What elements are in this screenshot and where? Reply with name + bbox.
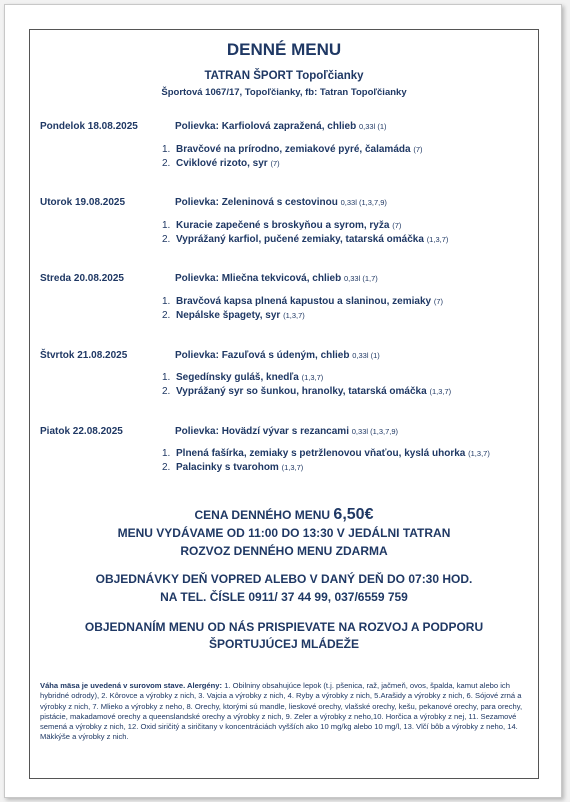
dish-allergens: (1,3,7) [301,373,324,382]
day-label: Streda 20.08.2025 [40,273,124,284]
dish-name: Kuracie zapečené s broskyňou a syrom, ryža [176,220,390,231]
dish-number: 2. [162,158,171,169]
dish-item [162,372,323,383]
dish-number: 1. [162,296,171,307]
dish-item [162,310,305,321]
dish-number: 1. [162,220,171,231]
delivery-note: ROZVOZ DENNÉHO MENU ZDARMA [180,544,388,558]
dish-item [162,144,423,155]
dish-number: 1. [162,144,171,155]
soup-allergens: 0,33l (1,3,7,9) [340,198,387,207]
dish-item [162,296,443,307]
soup-allergens: 0,33l (1,3,7,9) [351,427,399,436]
support-note: OBJEDNANÍM MENU OD NÁS PRISPIEVATE NA ROZVOJ A PODPORU [84,620,484,634]
allergen-legend-text: 1. Obilniny obsahujúce lepok (t.j. pšenica, raž, jačmeň, ovos, špalda, kamut alebo ich hybridné odrody), 2. Kôrovce a výrobky z nich, 3. Vajcia a výrobky z nich, 4. Ryby a výrobky z nich, 5.Arašidy a výrobky z nich, 6. Sójové zrná a výrobky z nich, 7. Mlieko a výrobky z neho, 8. Orechy, ktorými sú mandle, lieskové orechy, vlašské orechy, kešu, pekanové orechy, para orechy, pistácie, makadamové orechy a queenslandské orechy a výrobky z nich, 9. Zeler a výrobky z neho,10. Horčica a výrobky z nej, 11. Sezamové semená a výrobky z nich, 12. Oxid siričitý a siričitany v koncentráciách vyšších ako 10 mg/kg alebo 10 mg/l, 13. Vlčí bôb a výrobky z neho, 14. Mäkkýše a výrobky z nich. [40,681,523,742]
day-label: Utorok 19.08.2025 [40,197,126,208]
dish-name: Vyprážaný karfiol, pučené zemiaky, tatarská omáčka [176,234,424,245]
dish-number: 2. [162,462,171,473]
dish-name: Nepálske špagety, syr [176,310,281,321]
dish-allergens: (1,3,7) [426,235,449,244]
day-label: Piatok 22.08.2025 [40,426,123,437]
soup-name: Polievka: Zeleninová s cestovinou [175,197,338,208]
dish-allergens: (1,3,7) [281,463,304,472]
dish-name: Cviklové rizoto, syr [176,158,268,169]
dish-name: Plnená fašírka, zemiaky s petržlenovou vňaťou, kyslá uhorka [176,448,466,459]
soup-line [175,197,387,208]
soup-name: Polievka: Fazuľová s údeným, chlieb [175,350,350,361]
dish-name: Bravčová kapsa plnená kapustou a slaninou, zemiaky [176,296,432,307]
dish-allergens: (7) [392,221,402,230]
soup-line [175,273,378,284]
soup-name: Polievka: Mliečna tekvicová, chlieb [175,273,342,284]
dish-number: 2. [162,234,171,245]
restaurant-address: Športová 1067/17, Topoľčianky, fb: Tatran Topoľčianky [161,87,407,98]
support-note-2: ŠPORTUJÚCEJ MLÁDEŽE [208,637,360,651]
dish-item [162,386,451,397]
price-line [30,506,538,524]
day-label: Pondelok 18.08.2025 [40,121,138,132]
dish-item [162,220,401,231]
dish-name: Palacinky s tvarohom [176,462,279,473]
soup-allergens: 0,33l (1) [352,351,380,360]
soup-allergens: 0,33l (1) [358,122,387,131]
dish-allergens: (1,3,7) [468,449,490,458]
dish-name: Vyprážaný syr so šunkou, hranolky, tatarská omáčka [176,386,427,397]
day-label: Štvrtok 21.08.2025 [40,350,128,361]
soup-line [175,121,386,132]
dish-number: 1. [162,448,171,459]
dish-allergens: (1,3,7) [429,387,452,396]
soup-line [175,426,398,437]
orders-note: OBJEDNÁVKY DEŇ VOPRED ALEBO V DANÝ DEŇ DO 07:30 HOD. [95,572,473,586]
dish-item [162,158,280,169]
dish-number: 1. [162,372,171,383]
menu-page [4,4,562,798]
page-title: DENNÉ MENU [226,40,342,59]
dish-number: 2. [162,310,171,321]
soup-name: Polievka: Hovädzí vývar s rezancami [175,426,349,437]
serving-hours: MENU VYDÁVAME OD 11:00 DO 13:30 V JEDÁLNI TATRAN [117,526,451,540]
allergen-legend-lead: Váha mäsa je uvedená v surovom stave. Alergény: [40,681,223,690]
restaurant-name: TATRAN ŠPORT Topoľčianky [204,70,364,82]
dish-item [162,234,448,245]
price-value: 6,50€ [333,506,374,523]
dish-allergens: (7) [433,297,444,306]
dish-allergens: (7) [413,145,423,154]
dish-item [162,462,303,473]
soup-allergens: 0,33l (1,7) [343,274,378,283]
price-label: CENA DENNÉHO MENU [194,508,331,522]
soup-name: Polievka: Karfiolová zapražená, chlieb [175,121,357,132]
allergen-legend [40,681,524,743]
dish-number: 2. [162,386,171,397]
phone-numbers: NA TEL. ČÍSLE 0911/ 37 44 99, 037/6559 759 [160,590,408,604]
dish-allergens: (1,3,7) [283,311,305,320]
dish-allergens: (7) [270,159,280,168]
dish-name: Segedínsky guláš, knedľa [176,372,299,383]
menu-frame [29,29,539,779]
soup-line [175,350,380,361]
dish-item [162,448,490,459]
dish-name: Bravčové na prírodno, zemiakové pyré, čalamáda [176,144,411,155]
